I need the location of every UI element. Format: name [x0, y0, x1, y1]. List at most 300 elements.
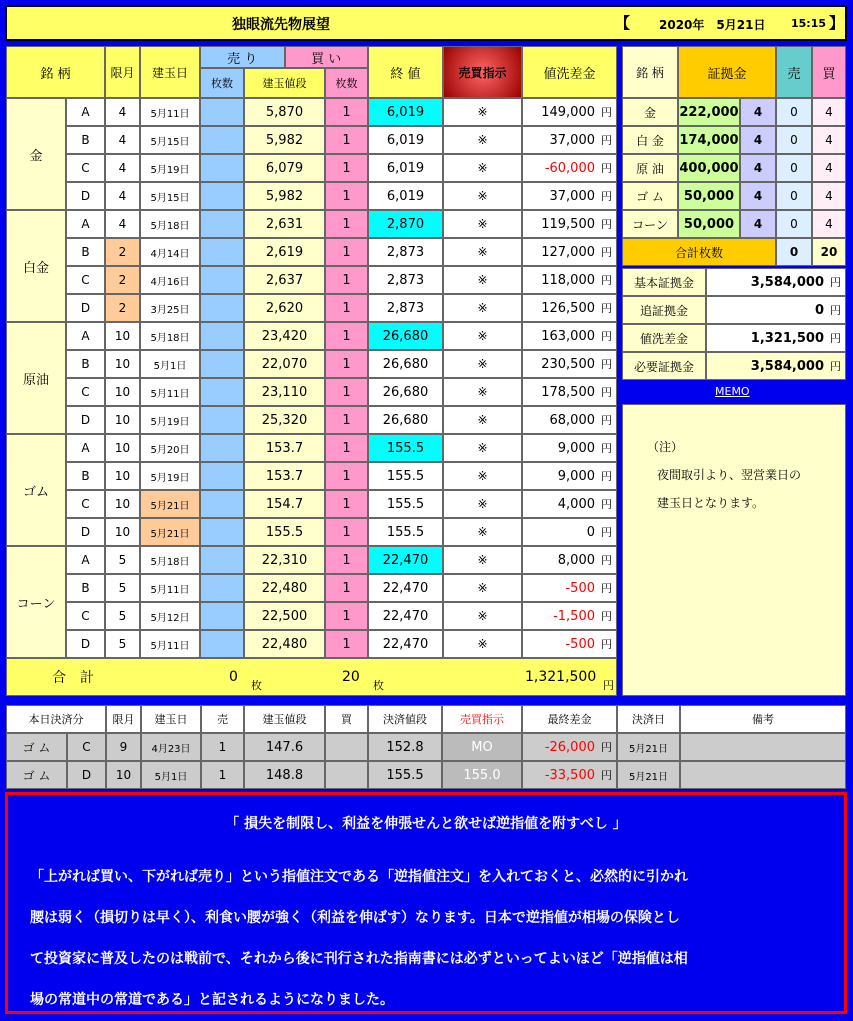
- row-buy-count: 1: [325, 294, 368, 322]
- summary-amount: 3,584,000: [750, 358, 824, 374]
- margin-name: 金: [622, 98, 678, 126]
- row-sell-count: [200, 434, 244, 462]
- memo-line: （注）: [647, 440, 684, 454]
- row-month: 4: [105, 126, 140, 154]
- row-order-mark: ※: [443, 350, 522, 378]
- row-order-mark: ※: [443, 322, 522, 350]
- proverb-line: 腰は弱く（損切りは早く）、利食い腰が強く（利益を伸ばす）なります。日本で逆指値が相場の保険とし: [30, 910, 680, 926]
- row-diff-value: 230,500: [541, 356, 595, 372]
- row-sell-count: [200, 490, 244, 518]
- row-diff-value: 0: [586, 524, 595, 540]
- proverb-line: て投資家に普及したのは戦前で、それから後に刊行された指南書には必ずといってよいほど「逆指値は相: [30, 951, 688, 967]
- yen-unit: 円: [603, 679, 614, 692]
- row-entry-price: 22,500: [244, 602, 325, 630]
- settle-header-kessaibi: 決済日: [617, 705, 680, 733]
- memo-line: 夜間取引より、翌営業日の: [657, 468, 802, 482]
- header-buy: 買 い: [285, 46, 369, 68]
- yen-unit: 円: [601, 134, 612, 147]
- row-sell-count: [200, 518, 244, 546]
- row-diff-value: 119,500: [541, 216, 595, 232]
- row-date: 3月25日: [140, 294, 200, 322]
- margin-amount: 222,000: [678, 98, 740, 126]
- margin-name: ゴ ム: [622, 182, 678, 210]
- yen-unit: 円: [601, 610, 612, 623]
- row-entry-price: 25,320: [244, 406, 325, 434]
- settle-header-tategyoku_nedan: 建玉値段: [244, 705, 325, 733]
- row-entry-price: 2,619: [244, 238, 325, 266]
- yen-unit: 円: [601, 218, 612, 231]
- row-order-mark: ※: [443, 210, 522, 238]
- margin-count: 4: [740, 182, 776, 210]
- row-entry-price: 154.7: [244, 490, 325, 518]
- row-buy-count: 1: [325, 490, 368, 518]
- margin-count: 4: [740, 154, 776, 182]
- yen-unit: 円: [601, 741, 612, 754]
- settle-note: [680, 761, 846, 789]
- yen-unit: 円: [601, 414, 612, 427]
- row-diff-value: 4,000: [557, 496, 595, 512]
- margin-buy: 4: [812, 126, 846, 154]
- settle-name: ゴ ム: [6, 761, 67, 789]
- row-buy-count: 1: [325, 378, 368, 406]
- row-buy-count: 1: [325, 546, 368, 574]
- row-month: 5: [105, 546, 140, 574]
- row-sell-count: [200, 182, 244, 210]
- row-close-price: 155.5: [368, 434, 443, 462]
- row-sell-count: [200, 294, 244, 322]
- margin-buy: 4: [812, 182, 846, 210]
- settle-diff: [522, 733, 617, 761]
- summary-label: 値洗差金: [622, 324, 706, 352]
- row-date: 5月12日: [140, 602, 200, 630]
- commodity-name: 原油: [6, 322, 66, 434]
- row-sell-count: [200, 602, 244, 630]
- row-buy-count: 1: [325, 630, 368, 658]
- row-class: A: [66, 98, 105, 126]
- settle-diff-value: -33,500: [544, 767, 595, 783]
- row-diff-value: 9,000: [557, 440, 595, 456]
- row-sell-count: [200, 238, 244, 266]
- settle-price: 147.6: [244, 733, 325, 761]
- row-month: 10: [105, 406, 140, 434]
- header-buy-count: 枚数: [325, 68, 368, 98]
- settle-diff: [522, 761, 617, 789]
- yen-unit: 円: [601, 582, 612, 595]
- row-month: 2: [105, 266, 140, 294]
- row-entry-price: 5,982: [244, 182, 325, 210]
- margin-amount: 50,000: [678, 182, 740, 210]
- margin-sell: 0: [776, 154, 812, 182]
- settle-price: 148.8: [244, 761, 325, 789]
- row-close-price: 2,873: [368, 238, 443, 266]
- row-diff-value: 163,000: [541, 328, 595, 344]
- row-entry-price: 6,079: [244, 154, 325, 182]
- margin-sell: 0: [776, 210, 812, 238]
- row-month: 5: [105, 602, 140, 630]
- margin-sell: 0: [776, 98, 812, 126]
- row-buy-count: 1: [325, 602, 368, 630]
- row-month: 10: [105, 378, 140, 406]
- row-diff: [522, 294, 617, 322]
- yen-unit: 円: [601, 498, 612, 511]
- memo-box: [622, 404, 846, 696]
- row-class: B: [66, 126, 105, 154]
- row-month: 4: [105, 182, 140, 210]
- row-order-mark: ※: [443, 630, 522, 658]
- row-class: B: [66, 462, 105, 490]
- row-diff: [522, 490, 617, 518]
- row-diff: [522, 434, 617, 462]
- summary-label: 必要証拠金: [622, 352, 706, 380]
- row-sell-count: [200, 210, 244, 238]
- row-class: A: [66, 434, 105, 462]
- row-month: 2: [105, 294, 140, 322]
- margin-buy: 4: [812, 98, 846, 126]
- row-diff: [522, 238, 617, 266]
- row-class: A: [66, 546, 105, 574]
- header-sell-count: 枚数: [200, 68, 244, 98]
- row-buy-count: 1: [325, 182, 368, 210]
- settle-order: 155.0: [442, 761, 522, 789]
- row-entry-price: 22,480: [244, 574, 325, 602]
- row-sell-count: [200, 154, 244, 182]
- total-row: [6, 658, 617, 696]
- yen-unit: 円: [601, 470, 612, 483]
- row-month: 10: [105, 462, 140, 490]
- row-buy-count: 1: [325, 98, 368, 126]
- row-order-mark: ※: [443, 546, 522, 574]
- bracket-close: 】: [829, 14, 845, 32]
- row-diff-value: 126,500: [541, 300, 595, 316]
- header-entry-price: 建玉値段: [244, 68, 325, 98]
- row-date: 5月19日: [140, 462, 200, 490]
- proverb-box: [5, 792, 847, 1014]
- summary-label: 追証拠金: [622, 296, 706, 324]
- settle-cls: C: [67, 733, 106, 761]
- total-diff: 1,321,500: [525, 669, 597, 685]
- yen-unit: 円: [601, 190, 612, 203]
- row-diff: [522, 378, 617, 406]
- header-meigara: 銘 柄: [6, 46, 105, 98]
- settle-date: 5月1日: [141, 761, 201, 789]
- row-month: 5: [105, 574, 140, 602]
- row-close-price: 6,019: [368, 126, 443, 154]
- row-order-mark: ※: [443, 574, 522, 602]
- settle-cls: D: [67, 761, 106, 789]
- row-buy-count: 1: [325, 154, 368, 182]
- commodity-name: 白金: [6, 210, 66, 322]
- row-sell-count: [200, 546, 244, 574]
- row-diff: [522, 350, 617, 378]
- settle-buy: [325, 761, 368, 789]
- row-month: 10: [105, 518, 140, 546]
- row-buy-count: 1: [325, 350, 368, 378]
- row-class: A: [66, 210, 105, 238]
- settle-header-uri: 売: [201, 705, 244, 733]
- margin-name: コーン: [622, 210, 678, 238]
- row-diff-value: 149,000: [541, 104, 595, 120]
- settle-header-biko: 備考: [680, 705, 846, 733]
- row-diff-value: 178,500: [541, 384, 595, 400]
- row-order-mark: ※: [443, 406, 522, 434]
- row-month: 10: [105, 490, 140, 518]
- row-sell-count: [200, 126, 244, 154]
- row-close-price: 26,680: [368, 406, 443, 434]
- row-diff: [522, 126, 617, 154]
- row-class: D: [66, 518, 105, 546]
- summary-label: 基本証拠金: [622, 268, 706, 296]
- settle-sdate: 5月21日: [617, 761, 680, 789]
- row-diff: [522, 406, 617, 434]
- row-order-mark: ※: [443, 294, 522, 322]
- yen-unit: 円: [601, 769, 612, 782]
- row-diff: [522, 574, 617, 602]
- margin-count: 4: [740, 98, 776, 126]
- memo-link[interactable]: MEMO: [715, 385, 750, 398]
- row-month: 2: [105, 238, 140, 266]
- row-buy-count: 1: [325, 266, 368, 294]
- summary-value: [706, 296, 846, 324]
- row-diff: [522, 98, 617, 126]
- row-diff-value: 8,000: [557, 552, 595, 568]
- memo-line: 建玉日となります。: [657, 496, 765, 510]
- row-close-price: 155.5: [368, 518, 443, 546]
- settle-header-saishu_sakin: 最終差金: [522, 705, 617, 733]
- summary-value: [706, 352, 846, 380]
- row-diff-value: 37,000: [549, 132, 595, 148]
- row-sell-count: [200, 574, 244, 602]
- settle-header-tategyokubi: 建玉日: [141, 705, 201, 733]
- time-text: 15:15: [791, 17, 827, 30]
- row-month: 4: [105, 154, 140, 182]
- row-sell-count: [200, 630, 244, 658]
- header-order: 売買指示: [443, 46, 522, 98]
- row-buy-count: 1: [325, 322, 368, 350]
- row-sell-count: [200, 406, 244, 434]
- row-order-mark: ※: [443, 602, 522, 630]
- row-class: D: [66, 294, 105, 322]
- header-tategyokubi: 建玉日: [140, 46, 200, 98]
- commodity-name: 金: [6, 98, 66, 210]
- row-diff: [522, 630, 617, 658]
- row-diff: [522, 210, 617, 238]
- row-order-mark: ※: [443, 378, 522, 406]
- settle-name: ゴ ム: [6, 733, 67, 761]
- margin-sell: 0: [776, 126, 812, 154]
- row-diff-value: -1,500: [553, 608, 595, 624]
- row-close-price: 26,680: [368, 378, 443, 406]
- row-diff: [522, 546, 617, 574]
- row-month: 4: [105, 98, 140, 126]
- row-class: C: [66, 602, 105, 630]
- row-date: 5月15日: [140, 182, 200, 210]
- row-class: C: [66, 378, 105, 406]
- settle-date: 4月23日: [141, 733, 201, 761]
- summary-value: [706, 324, 846, 352]
- row-close-price: 22,470: [368, 630, 443, 658]
- row-diff: [522, 322, 617, 350]
- settle-header-baibai_shiji: 売買指示: [442, 705, 522, 733]
- margin-count: 4: [740, 210, 776, 238]
- row-diff-value: -500: [565, 636, 595, 652]
- header-diff: 値洗差金: [522, 46, 617, 98]
- settle-note: [680, 733, 846, 761]
- header-close: 終 値: [368, 46, 443, 98]
- row-diff-value: 37,000: [549, 188, 595, 204]
- row-order-mark: ※: [443, 434, 522, 462]
- yen-unit: 円: [601, 246, 612, 259]
- row-sell-count: [200, 462, 244, 490]
- row-entry-price: 2,631: [244, 210, 325, 238]
- total-count-sell: 0: [776, 238, 812, 266]
- row-buy-count: 1: [325, 238, 368, 266]
- row-date: 5月11日: [140, 574, 200, 602]
- row-diff: [522, 266, 617, 294]
- commodity-name: ゴム: [6, 434, 66, 546]
- row-close-price: 2,873: [368, 294, 443, 322]
- yen-unit: 円: [601, 638, 612, 651]
- row-close-price: 6,019: [368, 154, 443, 182]
- row-order-mark: ※: [443, 462, 522, 490]
- row-close-price: 155.5: [368, 490, 443, 518]
- row-buy-count: 1: [325, 406, 368, 434]
- row-month: 4: [105, 210, 140, 238]
- margin-header-buy: 買: [812, 46, 846, 98]
- row-month: 5: [105, 630, 140, 658]
- row-date: 5月11日: [140, 378, 200, 406]
- settle-header-kessai_nedan: 決済値段: [368, 705, 442, 733]
- row-date: 5月18日: [140, 322, 200, 350]
- settle-header-gengetsu: 限月: [106, 705, 141, 733]
- row-diff: [522, 462, 617, 490]
- row-close-price: 155.5: [368, 462, 443, 490]
- yen-unit: 円: [601, 302, 612, 315]
- row-date: 5月18日: [140, 210, 200, 238]
- row-date: 5月18日: [140, 546, 200, 574]
- row-close-price: 22,470: [368, 574, 443, 602]
- row-sell-count: [200, 350, 244, 378]
- row-date: 5月11日: [140, 630, 200, 658]
- row-diff-value: -500: [565, 580, 595, 596]
- date-text: 2020年 5月21日: [659, 18, 766, 32]
- row-date: 5月21日: [140, 490, 200, 518]
- proverb-body: [30, 857, 688, 1021]
- row-date: 4月14日: [140, 238, 200, 266]
- summary-amount: 3,584,000: [750, 274, 824, 290]
- row-order-mark: ※: [443, 98, 522, 126]
- settle-month: 10: [106, 761, 141, 789]
- margin-amount: 174,000: [678, 126, 740, 154]
- header-sell: 売 り: [200, 46, 285, 68]
- row-class: A: [66, 322, 105, 350]
- row-diff-value: 118,000: [541, 272, 595, 288]
- yen-unit: 円: [601, 358, 612, 371]
- row-class: C: [66, 490, 105, 518]
- row-close-price: 26,680: [368, 350, 443, 378]
- row-entry-price: 22,480: [244, 630, 325, 658]
- total-buy-count: 20: [342, 669, 360, 685]
- row-class: C: [66, 266, 105, 294]
- proverb-line: 「上がれば買い、下がれば売り」という指値注文である「逆指値注文」を入れておくと、必然的に引かれ: [30, 869, 688, 885]
- row-close-price: 26,680: [368, 322, 443, 350]
- yen-unit: 円: [601, 330, 612, 343]
- settle-diff-value: -26,000: [544, 739, 595, 755]
- row-diff-value: 68,000: [549, 412, 595, 428]
- margin-header-name: 銘 柄: [622, 46, 678, 98]
- row-entry-price: 2,620: [244, 294, 325, 322]
- yen-unit: 円: [601, 106, 612, 119]
- row-class: B: [66, 238, 105, 266]
- row-date: 5月15日: [140, 126, 200, 154]
- yen-unit: 円: [601, 442, 612, 455]
- row-entry-price: 23,420: [244, 322, 325, 350]
- row-order-mark: ※: [443, 154, 522, 182]
- total-sell-unit: 枚: [251, 679, 262, 692]
- row-sell-count: [200, 98, 244, 126]
- row-month: 10: [105, 434, 140, 462]
- row-order-mark: ※: [443, 182, 522, 210]
- margin-header-sell: 売: [776, 46, 812, 98]
- row-entry-price: 153.7: [244, 434, 325, 462]
- row-month: 10: [105, 322, 140, 350]
- row-date: 5月20日: [140, 434, 200, 462]
- proverb-line: 場の常道中の常道である」と記されるようになりました。: [30, 992, 394, 1008]
- yen-unit: 円: [830, 276, 841, 289]
- settle-settle: 152.8: [368, 733, 442, 761]
- row-date: 5月11日: [140, 98, 200, 126]
- yen-unit: 円: [830, 332, 841, 345]
- margin-amount: 50,000: [678, 210, 740, 238]
- row-diff: [522, 518, 617, 546]
- row-close-price: 22,470: [368, 546, 443, 574]
- row-month: 10: [105, 350, 140, 378]
- row-date: 5月19日: [140, 406, 200, 434]
- page-title: 独眼流先物展望: [232, 17, 330, 33]
- row-class: C: [66, 154, 105, 182]
- row-order-mark: ※: [443, 238, 522, 266]
- row-diff-value: -60,000: [544, 160, 595, 176]
- row-entry-price: 153.7: [244, 462, 325, 490]
- settle-settle: 155.5: [368, 761, 442, 789]
- row-buy-count: 1: [325, 518, 368, 546]
- margin-sell: 0: [776, 182, 812, 210]
- yen-unit: 円: [601, 554, 612, 567]
- row-buy-count: 1: [325, 574, 368, 602]
- row-entry-price: 5,982: [244, 126, 325, 154]
- row-buy-count: 1: [325, 126, 368, 154]
- row-entry-price: 5,870: [244, 98, 325, 126]
- header-gengetsu: 限月: [105, 46, 140, 98]
- row-date: 4月16日: [140, 266, 200, 294]
- row-diff: [522, 182, 617, 210]
- row-diff-value: 127,000: [541, 244, 595, 260]
- row-entry-price: 23,110: [244, 378, 325, 406]
- total-count-buy: 20: [812, 238, 846, 266]
- yen-unit: 円: [601, 526, 612, 539]
- commodity-name: コーン: [6, 546, 66, 658]
- row-sell-count: [200, 266, 244, 294]
- row-date: 5月1日: [140, 350, 200, 378]
- settle-header-title: 本日決済分: [6, 705, 106, 733]
- settle-month: 9: [106, 733, 141, 761]
- row-close-price: 6,019: [368, 98, 443, 126]
- yen-unit: 円: [601, 386, 612, 399]
- row-class: D: [66, 182, 105, 210]
- yen-unit: 円: [601, 274, 612, 287]
- margin-count: 4: [740, 126, 776, 154]
- margin-amount: 400,000: [678, 154, 740, 182]
- row-entry-price: 2,637: [244, 266, 325, 294]
